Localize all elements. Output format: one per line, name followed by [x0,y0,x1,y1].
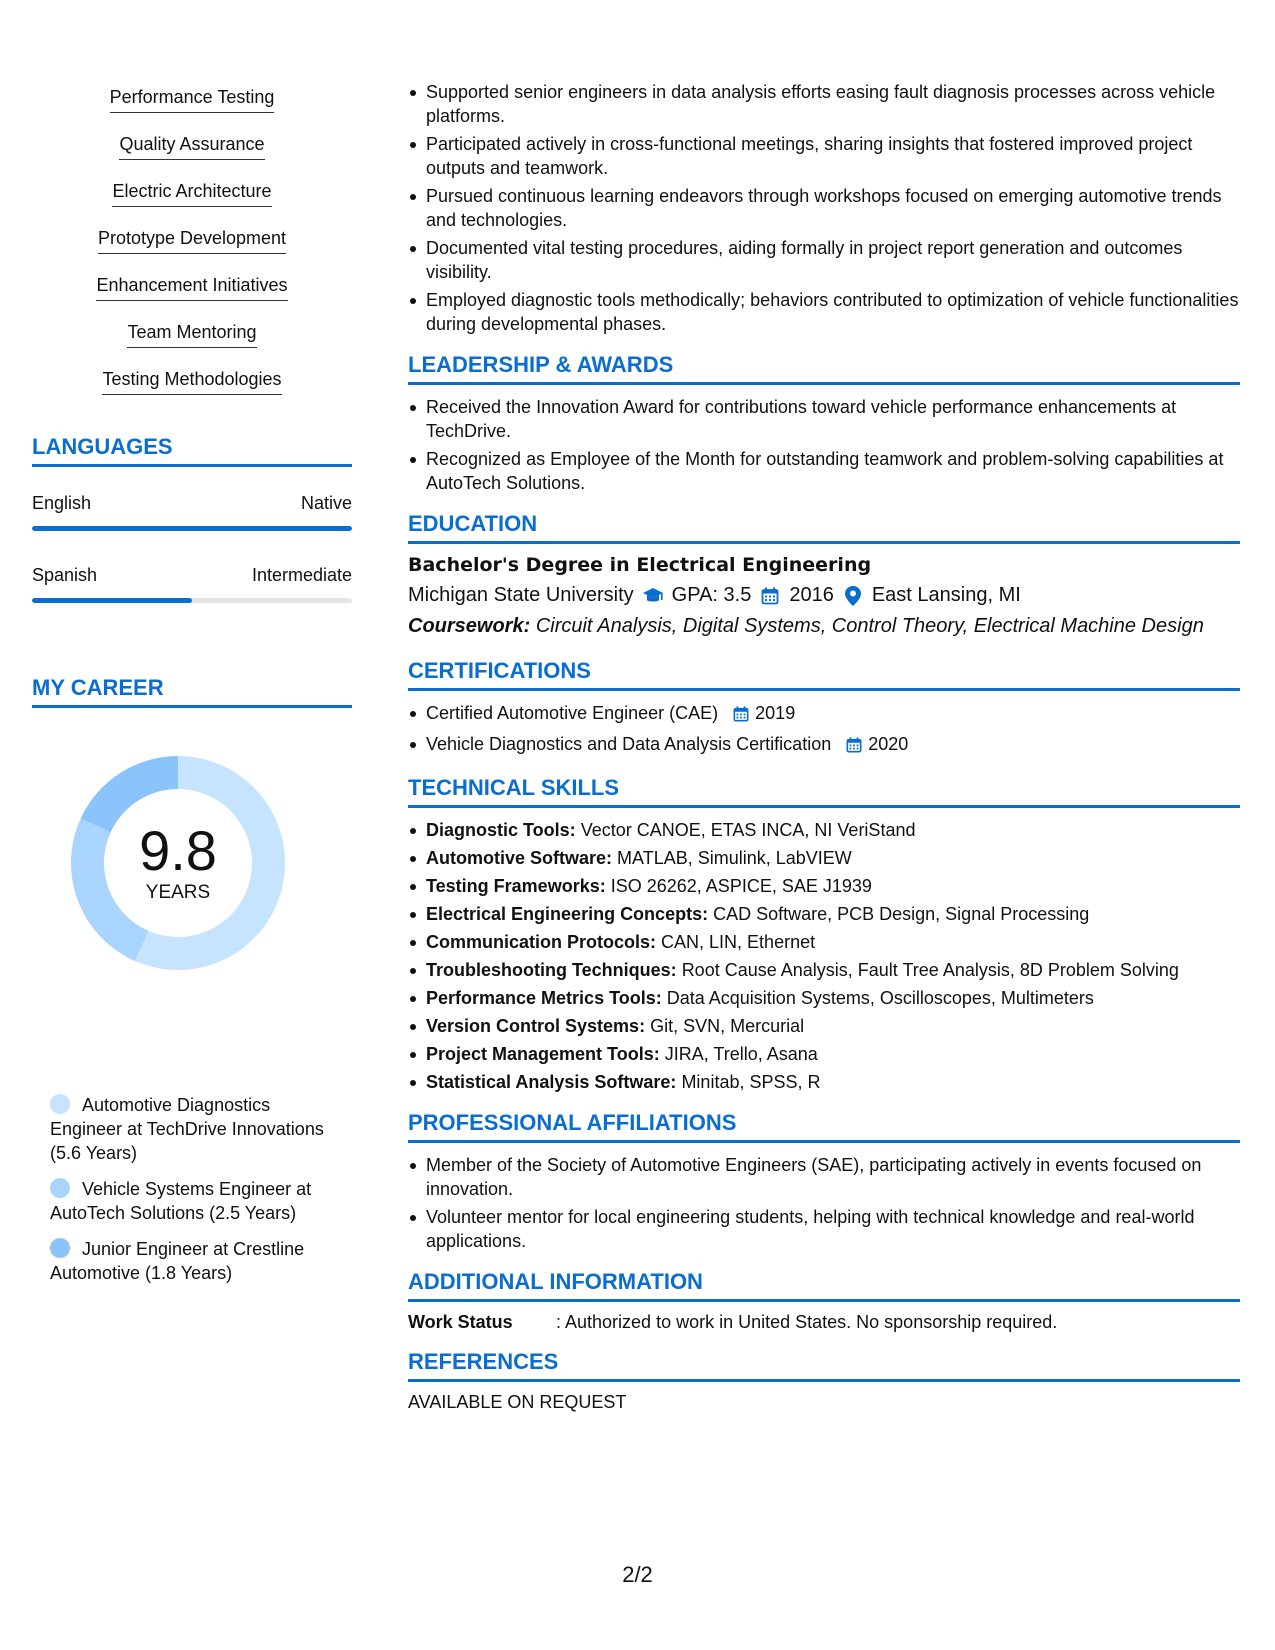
skill-value: Git, SVN, Mercurial [650,1016,805,1036]
technical-skill-item [426,874,1240,898]
experience-bullet: Participated actively in cross-functional meetings, sharing insights that fostered improved project outputs and teamwork. [426,132,1240,180]
education-year: 2016 [789,584,834,606]
education-heading: EDUCATION [408,511,1240,544]
leadership-item: Received the Innovation Award for contributions toward vehicle performance enhancements at TechDrive. [426,395,1240,443]
affiliations-list [408,1153,1240,1253]
skill-tags [32,80,352,409]
experience-bullets [408,80,1240,336]
skill-label: Testing Frameworks: [426,876,606,896]
skill-label: Automotive Software: [426,848,613,868]
legend-dot [50,1238,70,1258]
certification-year: 2020 [868,734,909,754]
skill-tag: Prototype Development [98,221,286,254]
technical-skill-item [426,1014,1240,1038]
skill-label: Troubleshooting Techniques: [426,960,677,980]
technical-skills-heading: TECHNICAL SKILLS [408,775,1240,808]
leadership-heading: LEADERSHIP & AWARDS [408,352,1240,385]
right-column [408,80,1240,1413]
skill-tag: Team Mentoring [127,315,256,348]
certification-name: Vehicle Diagnostics and Data Analysis Certification [426,734,832,754]
skill-label: Version Control Systems: [426,1016,646,1036]
leadership-list [408,395,1240,495]
technical-skill-item [426,846,1240,870]
education-details [408,584,1240,607]
affiliations-heading: PROFESSIONAL AFFILIATIONS [408,1110,1240,1143]
experience-bullet: Employed diagnostic tools methodically; behaviors contributed to optimization of vehicle functionalities during developmental phases. [426,290,1239,334]
skill-value: ISO 26262, ASPICE, SAE J1939 [610,876,872,896]
skill-label: Communication Protocols: [426,932,657,952]
career-years-unit: YEARS [145,882,211,903]
affiliation-item: Member of the Society of Automotive Engineers (SAE), participating actively in events focused on innovation. [426,1153,1240,1201]
technical-skill-item [426,902,1240,926]
language-level: Intermediate [251,565,352,585]
certification-year: 2019 [755,703,796,723]
experience-bullet: Documented vital testing procedures, aiding formally in project report generation and outcomes visibility. [426,236,1240,284]
page-indicator: 2/2 [622,1562,653,1587]
skill-tag: Testing Methodologies [102,362,281,395]
coursework-label: Coursework: [408,615,531,637]
left-column [32,80,352,1283]
graduation-cap-icon [642,585,664,607]
calendar-icon [846,735,862,759]
education-location: East Lansing, MI [871,584,1021,606]
certification-item [426,732,1240,759]
career-legend-item [50,1237,340,1285]
coursework-list: Circuit Analysis, Digital Systems, Control Theory, Electrical Machine Design [535,615,1204,637]
affiliation-item: Volunteer mentor for local engineering students, helping with technical knowledge and real-world applications. [426,1205,1240,1253]
skill-tag: Enhancement Initiatives [96,268,287,301]
additional-info-heading: ADDITIONAL INFORMATION [408,1269,1240,1302]
career-total-years: 9.8 [139,819,217,882]
certifications-heading: CERTIFICATIONS [408,658,1240,691]
skill-value: JIRA, Trello, Asana [664,1044,818,1064]
languages-section [32,434,352,603]
career-donut-center [66,751,290,975]
career-donut-chart [66,751,290,975]
language-name: English [32,493,92,513]
career-legend-label: Junior Engineer at Crestline Automotive (1.8 Years) [50,1239,305,1283]
skill-label: Performance Metrics Tools: [426,988,662,1008]
certification-item [426,701,1240,728]
skill-tag: Performance Testing [110,80,275,113]
languages-heading: LANGUAGES [32,434,352,467]
language-proficiency-bar [32,598,352,603]
skill-value: Data Acquisition Systems, Oscilloscopes, Multimeters [666,988,1094,1008]
skill-tag: Electric Architecture [112,174,271,207]
language-proficiency-fill [32,598,192,603]
certifications-list [408,701,1240,759]
references-heading: REFERENCES [408,1349,1240,1382]
work-status-row [408,1312,1240,1333]
career-legend-label: Vehicle Systems Engineer at AutoTech Solutions (2.5 Years) [50,1179,312,1223]
technical-skill-item [426,930,1240,954]
career-legend [50,1093,340,1297]
language-row [32,565,352,586]
technical-skill-item [426,818,1240,842]
technical-skills-list [408,818,1240,1094]
skill-label: Project Management Tools: [426,1044,660,1064]
skill-tag: Quality Assurance [119,127,264,160]
career-legend-label: Automotive Diagnostics Engineer at TechDrive Innovations (5.6 Years) [50,1095,324,1163]
work-status-label: Work Status [408,1312,513,1332]
education-school: Michigan State University [408,584,634,606]
skill-value: Root Cause Analysis, Fault Tree Analysis, 8D Problem Solving [681,960,1179,980]
technical-skill-item [426,1070,1240,1094]
calendar-icon [733,704,749,728]
career-legend-item [50,1093,340,1165]
skill-value: Vector CANOE, ETAS INCA, NI VeriStand [580,820,916,840]
language-name: Spanish [32,565,98,585]
skill-label: Diagnostic Tools: [426,820,576,840]
skill-value: MATLAB, Simulink, LabVIEW [617,848,852,868]
experience-bullet: Pursued continuous learning endeavors through workshops focused on emerging automotive trends and technologies. [426,184,1240,232]
education-coursework [408,615,1240,638]
language-proficiency-fill [32,526,352,531]
leadership-item: Recognized as Employee of the Month for outstanding teamwork and problem-solving capabilities at AutoTech Solutions. [426,447,1240,495]
language-proficiency-bar [32,526,352,531]
skill-value: CAN, LIN, Ethernet [661,932,816,952]
map-pin-icon [842,585,864,607]
career-heading: MY CAREER [32,675,352,708]
technical-skill-item [426,986,1240,1010]
certification-name: Certified Automotive Engineer (CAE) [426,703,719,723]
education-degree: Bachelor's Degree in Electrical Engineering [408,554,872,576]
technical-skill-item [426,958,1240,982]
references-text: AVAILABLE ON REQUEST [408,1392,627,1412]
calendar-icon [759,585,781,607]
career-section [32,675,352,1283]
career-legend-item [50,1177,340,1225]
experience-bullet: Supported senior engineers in data analysis efforts easing fault diagnosis processes across vehicle platforms. [426,80,1240,128]
skill-value: Minitab, SPSS, R [681,1072,821,1092]
skill-label: Statistical Analysis Software: [426,1072,677,1092]
education-gpa: GPA: 3.5 [671,584,752,606]
language-level: Native [300,493,352,513]
skill-value: CAD Software, PCB Design, Signal Processing [713,904,1090,924]
technical-skill-item [426,1042,1240,1066]
legend-dot [50,1178,70,1198]
work-status-value: : Authorized to work in United States. No sponsorship required. [556,1312,1058,1332]
skill-label: Electrical Engineering Concepts: [426,904,709,924]
language-row [32,493,352,514]
legend-dot [50,1094,70,1114]
